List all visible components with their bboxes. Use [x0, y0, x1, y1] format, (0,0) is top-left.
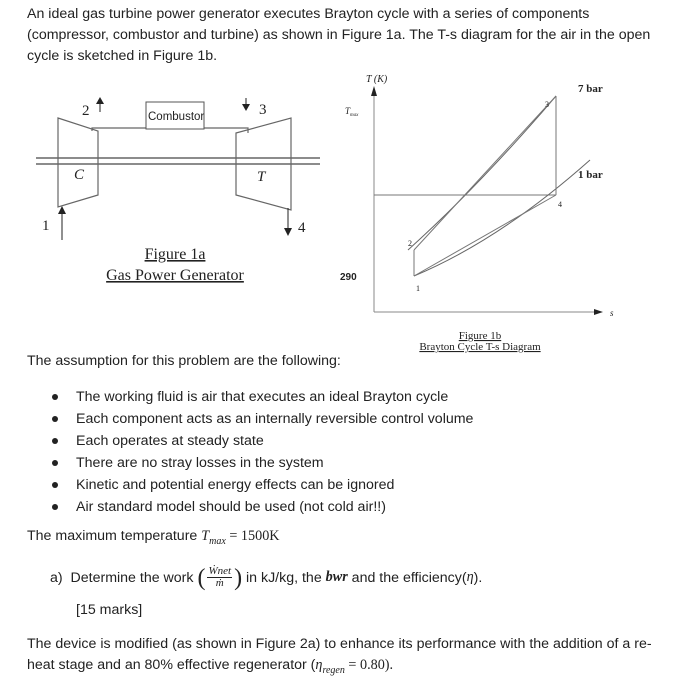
marks-label: [15 marks] — [76, 602, 143, 618]
intro-paragraph: An ideal gas turbine power generator executes Brayton cycle with a series of components (compressor, combustor and turbine) as shown in Figure 1a. The T-s diagram for the air in the open cycle is sketched in Figure 1b. — [27, 6, 651, 64]
list-item: The working fluid is air that executes an ideal Brayton cycle — [50, 388, 473, 410]
t-axis-label: T (K) — [366, 74, 388, 85]
state-3-label: 3 — [545, 100, 549, 109]
compressor-shape — [58, 118, 98, 207]
question-a: a) Determine the work ( $\frac{\text{Ẇnet}}{\text{ṁ}}$ ) in kJ/kg, the bwr and the efficiency( η ). — [50, 564, 483, 591]
figure-1a-caption-2: Gas Power Generator — [106, 267, 244, 284]
arrow-2-head — [96, 97, 104, 104]
line-2-combustor — [92, 128, 146, 131]
list-item: Each operates at steady state — [50, 432, 473, 454]
state-2-label: 2 — [408, 239, 412, 248]
tmax-statement: The maximum temperature $T_{max} = 1500K$ — [27, 528, 280, 547]
t-290-label: 290 — [340, 272, 357, 283]
process-2-3 — [414, 96, 556, 250]
state-1-label: 1 — [416, 284, 420, 293]
isobar-7-bar — [408, 96, 556, 250]
list-item: Kinetic and potential energy effects can be ignored — [50, 476, 473, 498]
assumptions-list — [50, 388, 473, 520]
modification-paragraph: The device is modified (as shown in Figure 2a) to enhance its performance with the addition of a re-heat stage and an 80% effective regenerator $(\eta_{regen} = 0.80)$. — [27, 636, 652, 676]
s-axis-arrow — [594, 309, 603, 315]
list-item: Each component acts as an internally reversible control volume — [50, 410, 473, 432]
figure-1b-caption-1: Figure 1b — [458, 330, 502, 342]
label-state-3: 3 — [259, 102, 267, 118]
label-state-4: 4 — [298, 220, 306, 236]
figure-1a-caption-1: Figure 1a — [144, 246, 206, 263]
label-state-2: 2 — [82, 103, 90, 119]
arrow-3-head — [242, 104, 250, 111]
compressor-label: C — [74, 167, 85, 183]
label-state-1: 1 — [42, 218, 50, 234]
pressure-high-label: 7 bar — [578, 83, 603, 95]
list-item: There are no stray losses in the system — [50, 454, 473, 476]
pressure-low-label: 1 bar — [578, 169, 603, 181]
turbine-label: T — [257, 169, 266, 185]
work-fraction: $\frac{\text{Ẇnet}}{\text{ṁ}}$ — [208, 565, 232, 589]
tmax-axis-label: $T_{max}$ — [345, 106, 359, 118]
figure-1b-caption-2: Brayton Cycle T-s Diagram — [419, 341, 541, 353]
arrow-4-head — [284, 228, 292, 236]
t-axis-arrow — [371, 86, 377, 96]
combustor-label: Combustor — [148, 111, 205, 123]
assumptions-intro: The assumption for this problem are the following: — [27, 353, 341, 369]
process-4-1 — [414, 195, 556, 276]
state-4-label: 4 — [558, 200, 562, 209]
isobar-1-bar — [414, 160, 590, 276]
s-axis-label: s — [610, 308, 614, 318]
figure-1b — [371, 86, 603, 315]
list-item: Air standard model should be used (not cold air!!) — [50, 498, 473, 520]
